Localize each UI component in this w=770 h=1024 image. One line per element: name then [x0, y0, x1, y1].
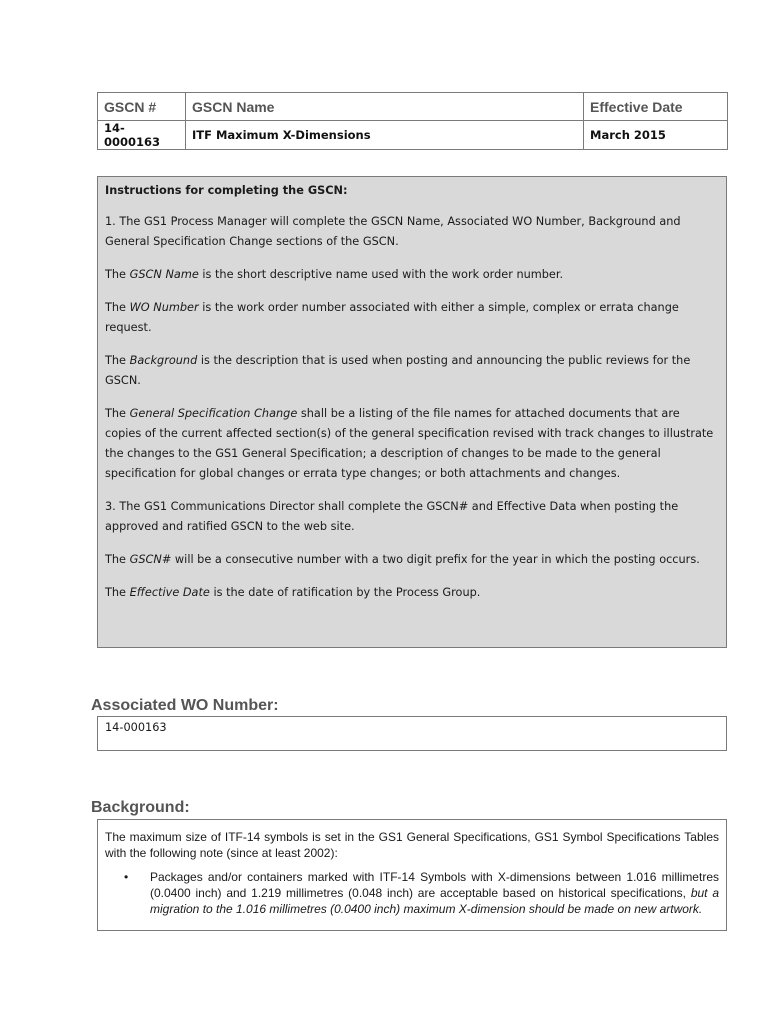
associated-wo-heading: Associated WO Number: [91, 697, 279, 714]
instructions-paragraph-effective-date: The Effective Date is the date of ratification by the Process Group. [105, 586, 481, 599]
effective-date-value: March 2015 [584, 121, 728, 150]
term-general-specification-change: General Specification Change [129, 407, 298, 420]
instructions-title: Instructions for completing the GSCN: [105, 184, 348, 197]
gscn-value-row [98, 121, 728, 150]
effective-date-header: Effective Date [584, 93, 728, 121]
associated-wo-field[interactable] [97, 716, 727, 751]
background-bullet-emphasis: but a migration to the 1.016 millimetres (0.0400 inch) maximum X-dimension should be made on new artwork. [150, 886, 719, 916]
instructions-paragraph-spec-change: The General Specification Change shall be a listing of the file names for attached documents that are copies of the current affected section(s) of the general specification revised with track changes to illustrate the changes to the GS1 General Specification; a description of changes to be made to the general specification for global changes or errata type changes; or both attachments and changes. [105, 407, 714, 480]
instructions-paragraph-1: 1. The GS1 Process Manager will complete the GSCN Name, Associated WO Number, Background and General Specification Change sections of the GSCN. [105, 215, 681, 248]
gscn-header-row [98, 93, 728, 121]
term-wo-number: WO Number [129, 301, 199, 314]
term-background: Background [129, 354, 198, 367]
instructions-box [97, 176, 727, 648]
instructions-paragraph-gscn-name: The GSCN Name is the short descriptive name used with the work order number. [105, 268, 564, 281]
bullet-icon: • [124, 870, 129, 884]
instructions-paragraph-gscn-number: The GSCN# will be a consecutive number with a two digit prefix for the year in which the posting occurs. [105, 553, 700, 566]
term-effective-date: Effective Date [129, 586, 210, 599]
term-gscn-name: GSCN Name [129, 268, 199, 281]
instructions-paragraph-3: 3. The GS1 Communications Director shall complete the GSCN# and Effective Data when posting the approved and ratified GSCN to the web site. [105, 500, 679, 533]
background-bullet-text: Packages and/or containers marked with ITF-14 Symbols with X-dimensions between 1.016 millimetres (0.0400 inch) and 1.219 millimetres (0.048 inch) are acceptable based on historical specifications, [150, 870, 719, 900]
background-heading: Background: [91, 799, 190, 816]
gscn-number-header: GSCN # [98, 93, 186, 121]
background-list [105, 869, 719, 917]
gscn-header-table [97, 92, 728, 150]
background-field[interactable] [97, 819, 727, 931]
gscn-name-header: GSCN Name [186, 93, 584, 121]
instructions-paragraph-background: The Background is the description that is used when posting and announcing the public reviews for the GSCN. [105, 354, 691, 387]
associated-wo-value: 14-000163 [105, 721, 167, 734]
instructions-paragraph-wo-number: The WO Number is the work order number associated with either a simple, complex or errata change request. [105, 301, 679, 334]
list-item [105, 869, 719, 917]
background-intro: The maximum size of ITF-14 symbols is set in the GS1 General Specifications, GS1 Symbol Specifications Tables with the following note (since at least 2002): [105, 830, 719, 860]
gscn-number-value: 14-0000163 [98, 121, 186, 150]
term-gscn-number: GSCN# [129, 553, 172, 566]
gscn-name-value: ITF Maximum X-Dimensions [186, 121, 584, 150]
